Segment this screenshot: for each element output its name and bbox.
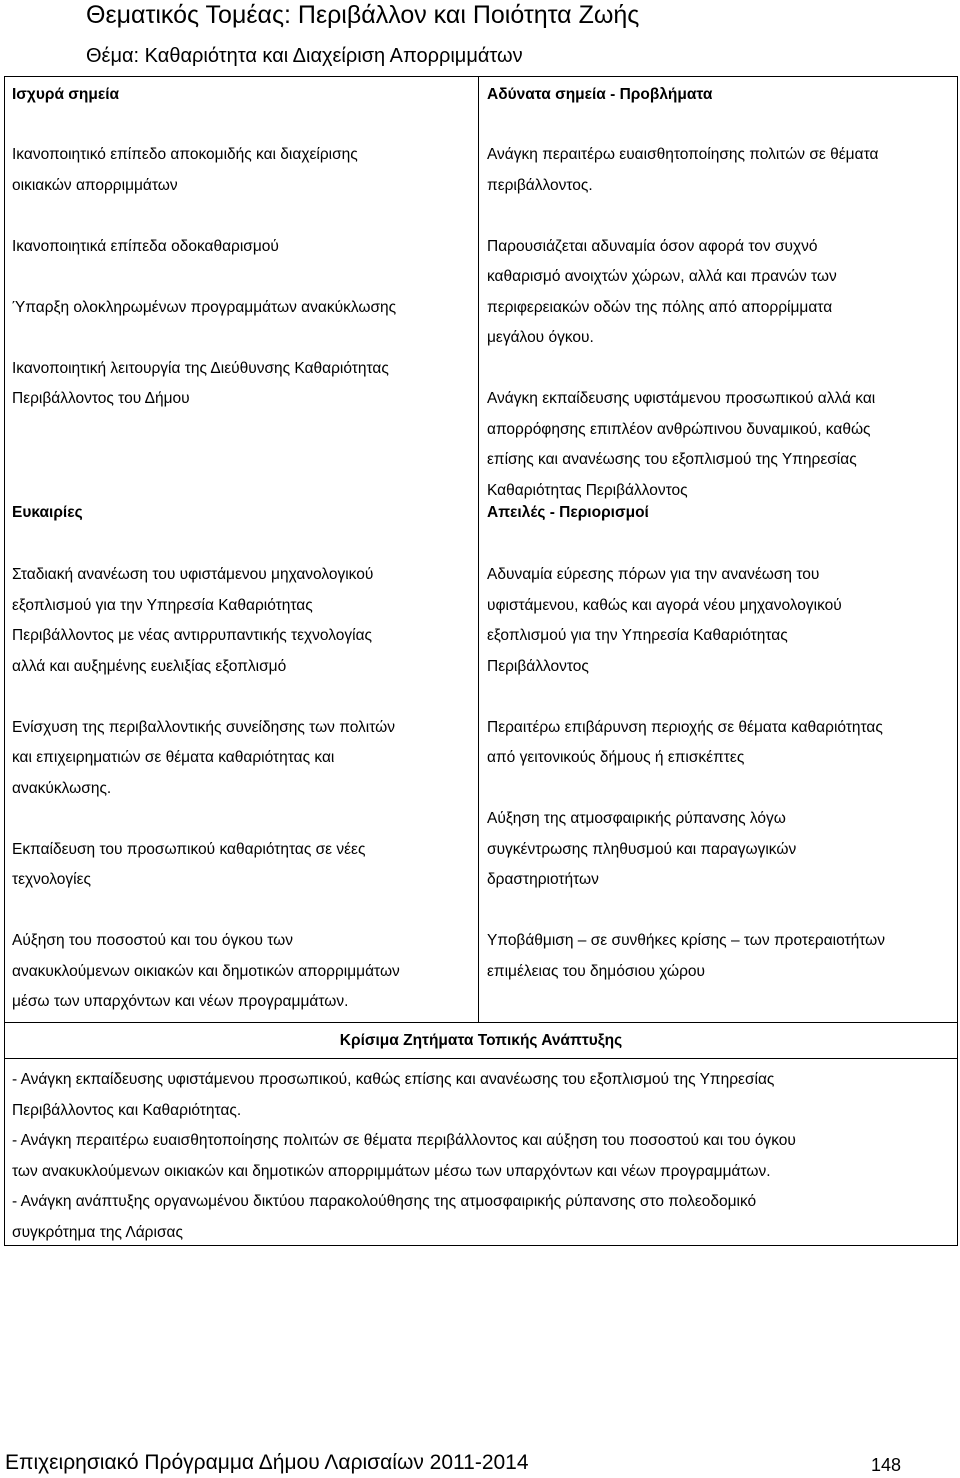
opportunities-header: Ευκαιρίες — [12, 504, 83, 521]
threats-header: Απειλές - Περιορισμοί — [487, 504, 649, 521]
strength-line: Ικανοποιητική λειτουργία της Διεύθυνσης Καθαριότητας — [12, 359, 389, 377]
critical-issues-header: Κρίσιμα Ζητήματα Τοπικής Ανάπτυξης — [339, 1032, 623, 1049]
weakness-line: Ανάγκη εκπαίδευσης υφιστάμενου προσωπικού αλλά και — [487, 390, 876, 407]
strengths-list — [12, 140, 477, 415]
opportunity-line: Σταδιακή ανανέωση του υφιστάμενου μηχανολογικού — [12, 566, 374, 583]
table-right-border — [957, 76, 958, 1246]
opportunity-line: μέσω των υπαρχόντων και νέων προγραμμάτων. — [12, 993, 349, 1010]
critical-issue-line: Περιβάλλοντος και Καθαριότητας. — [12, 1101, 242, 1119]
opportunity-line: ανακύκλωσης. — [12, 779, 112, 797]
threat-line: Αύξηση της ατμοσφαιρικής ρύπανσης λόγω — [487, 810, 786, 827]
critical-issue-line: συγκρότημα της Λάρισας — [12, 1223, 183, 1241]
weakness-line: Παρουσιάζεται αδυναμία όσον αφορά τον συχνό — [487, 237, 818, 255]
critical-issue-line: - Ανάγκη εκπαίδευσης υφιστάμενου προσωπικού, καθώς επίσης και ανανέωσης του εξοπλισμού της Υπηρεσίας — [12, 1071, 775, 1088]
threat-line: επιμέλειας του δημόσιου χώρου — [487, 962, 705, 980]
threat-line: Περαιτέρω επιβάρυνση περιοχής σε θέματα καθαριότητας — [487, 718, 883, 736]
threats-list — [487, 560, 952, 987]
critical-issue-line: των ανακυκλούμενων οικιακών και δημοτικών απορριμμάτων μέσω των υπαρχόντων και νέων προγραμμάτων. — [12, 1162, 771, 1180]
opportunity-line: ανακυκλούμενων οικιακών και δημοτικών απορριμμάτων — [12, 962, 400, 980]
opportunity-line: και επιχειρηματιών σε θέματα καθαριότητας και — [12, 749, 335, 766]
page-title: Θεματικός Τομέας: Περιβάλλον και Ποιότητα Ζωής — [86, 1, 640, 29]
threat-line: δραστηριοτήτων — [487, 871, 599, 888]
threat-line: εξοπλισμού για την Υπηρεσία Καθαριότητας — [487, 627, 788, 644]
opportunities-list — [12, 560, 477, 1018]
weakness-line: Ανάγκη περαιτέρω ευαισθητοποίησης πολιτών σε θέματα — [487, 146, 879, 163]
critical-issue-line: - Ανάγκη περαιτέρω ευαισθητοποίησης πολιτών σε θέματα περιβάλλοντος και αύξηση του ποσοστού και του όγκου — [12, 1132, 796, 1149]
table-column-divider — [478, 76, 479, 1022]
threat-line: Αδυναμία εύρεσης πόρων για την ανανέωση του — [487, 566, 820, 583]
opportunity-line: Εκπαίδευση του προσωπικού καθαριότητας σε νέες — [12, 840, 366, 858]
critical-issues-list — [12, 1065, 952, 1248]
page-number: 148 — [870, 1455, 901, 1475]
threat-line: Υποβάθμιση – σε συνθήκες κρίσης – των προτεραιοτήτων — [487, 932, 886, 949]
strength-line: Ικανοποιητικά επίπεδα οδοκαθαρισμού — [12, 237, 279, 255]
table-left-border — [4, 76, 5, 1246]
weakness-line: καθαρισμό ανοιχτών χώρων, αλλά και πρανών των — [487, 268, 837, 285]
table-top-border — [4, 76, 958, 77]
strength-line: Ικανοποιητικό επίπεδο αποκομιδής και διαχείρισης — [12, 146, 358, 163]
strength-line: Περιβάλλοντος του Δήμου — [12, 390, 190, 407]
weaknesses-list — [487, 140, 952, 506]
threat-line: Περιβάλλοντος — [487, 657, 589, 675]
table-divider — [4, 1058, 958, 1059]
weakness-line: περιφερειακών οδών της πόλης από απορρίμματα — [487, 298, 833, 316]
strengths-header: Ισχυρά σημεία — [12, 86, 120, 103]
weakness-line: επίσης και ανανέωσης του εξοπλισμού της Υπηρεσίας — [487, 451, 857, 468]
critical-issue-line: - Ανάγκη ανάπτυξης οργανωμένου δικτύου παρακολούθησης της ατμοσφαιρικής ρύπανσης στο πολεοδομικό — [12, 1193, 757, 1210]
table-divider — [4, 1022, 958, 1023]
weakness-line: περιβάλλοντος. — [487, 176, 593, 194]
weaknesses-header: Αδύνατα σημεία - Προβλήματα — [487, 86, 713, 103]
threat-line: από γειτονικούς δήμους ή επισκέπτες — [487, 749, 745, 766]
weakness-line: Καθαριότητας Περιβάλλοντος — [487, 481, 688, 499]
opportunity-line: Αύξηση του ποσοστού και του όγκου των — [12, 932, 293, 949]
opportunity-line: Περιβάλλοντος με νέας αντιρρυπαντικής τεχνολογίας — [12, 627, 373, 644]
threat-line: συγκέντρωσης πληθυσμού και παραγωγικών — [487, 840, 797, 858]
opportunity-line: Ενίσχυση της περιβαλλοντικής συνείδησης των πολιτών — [12, 718, 395, 736]
opportunity-line: αλλά και αυξημένης ευελιξίας εξοπλισμό — [12, 657, 287, 675]
threat-line: υφιστάμενου, καθώς και αγορά νέου μηχανολογικού — [487, 596, 842, 614]
weakness-line: μεγάλου όγκου. — [487, 329, 594, 346]
opportunity-line: εξοπλισμού για την Υπηρεσία Καθαριότητας — [12, 596, 313, 614]
strength-line: οικιακών απορριμμάτων — [12, 176, 178, 194]
page-subtitle: Θέμα: Καθαριότητα και Διαχείριση Απορριμμάτων — [86, 45, 523, 67]
strength-line: Ύπαρξη ολοκληρωμένων προγραμμάτων ανακύκλωσης — [12, 298, 397, 316]
opportunity-line: τεχνολογίες — [12, 871, 91, 888]
footer-text: Επιχειρησιακό Πρόγραμμα Δήμου Λαρισαίων 2011-2014 — [5, 1451, 529, 1474]
weakness-line: απορρόφησης επιπλέον ανθρώπινου δυναμικού, καθώς — [487, 420, 871, 438]
